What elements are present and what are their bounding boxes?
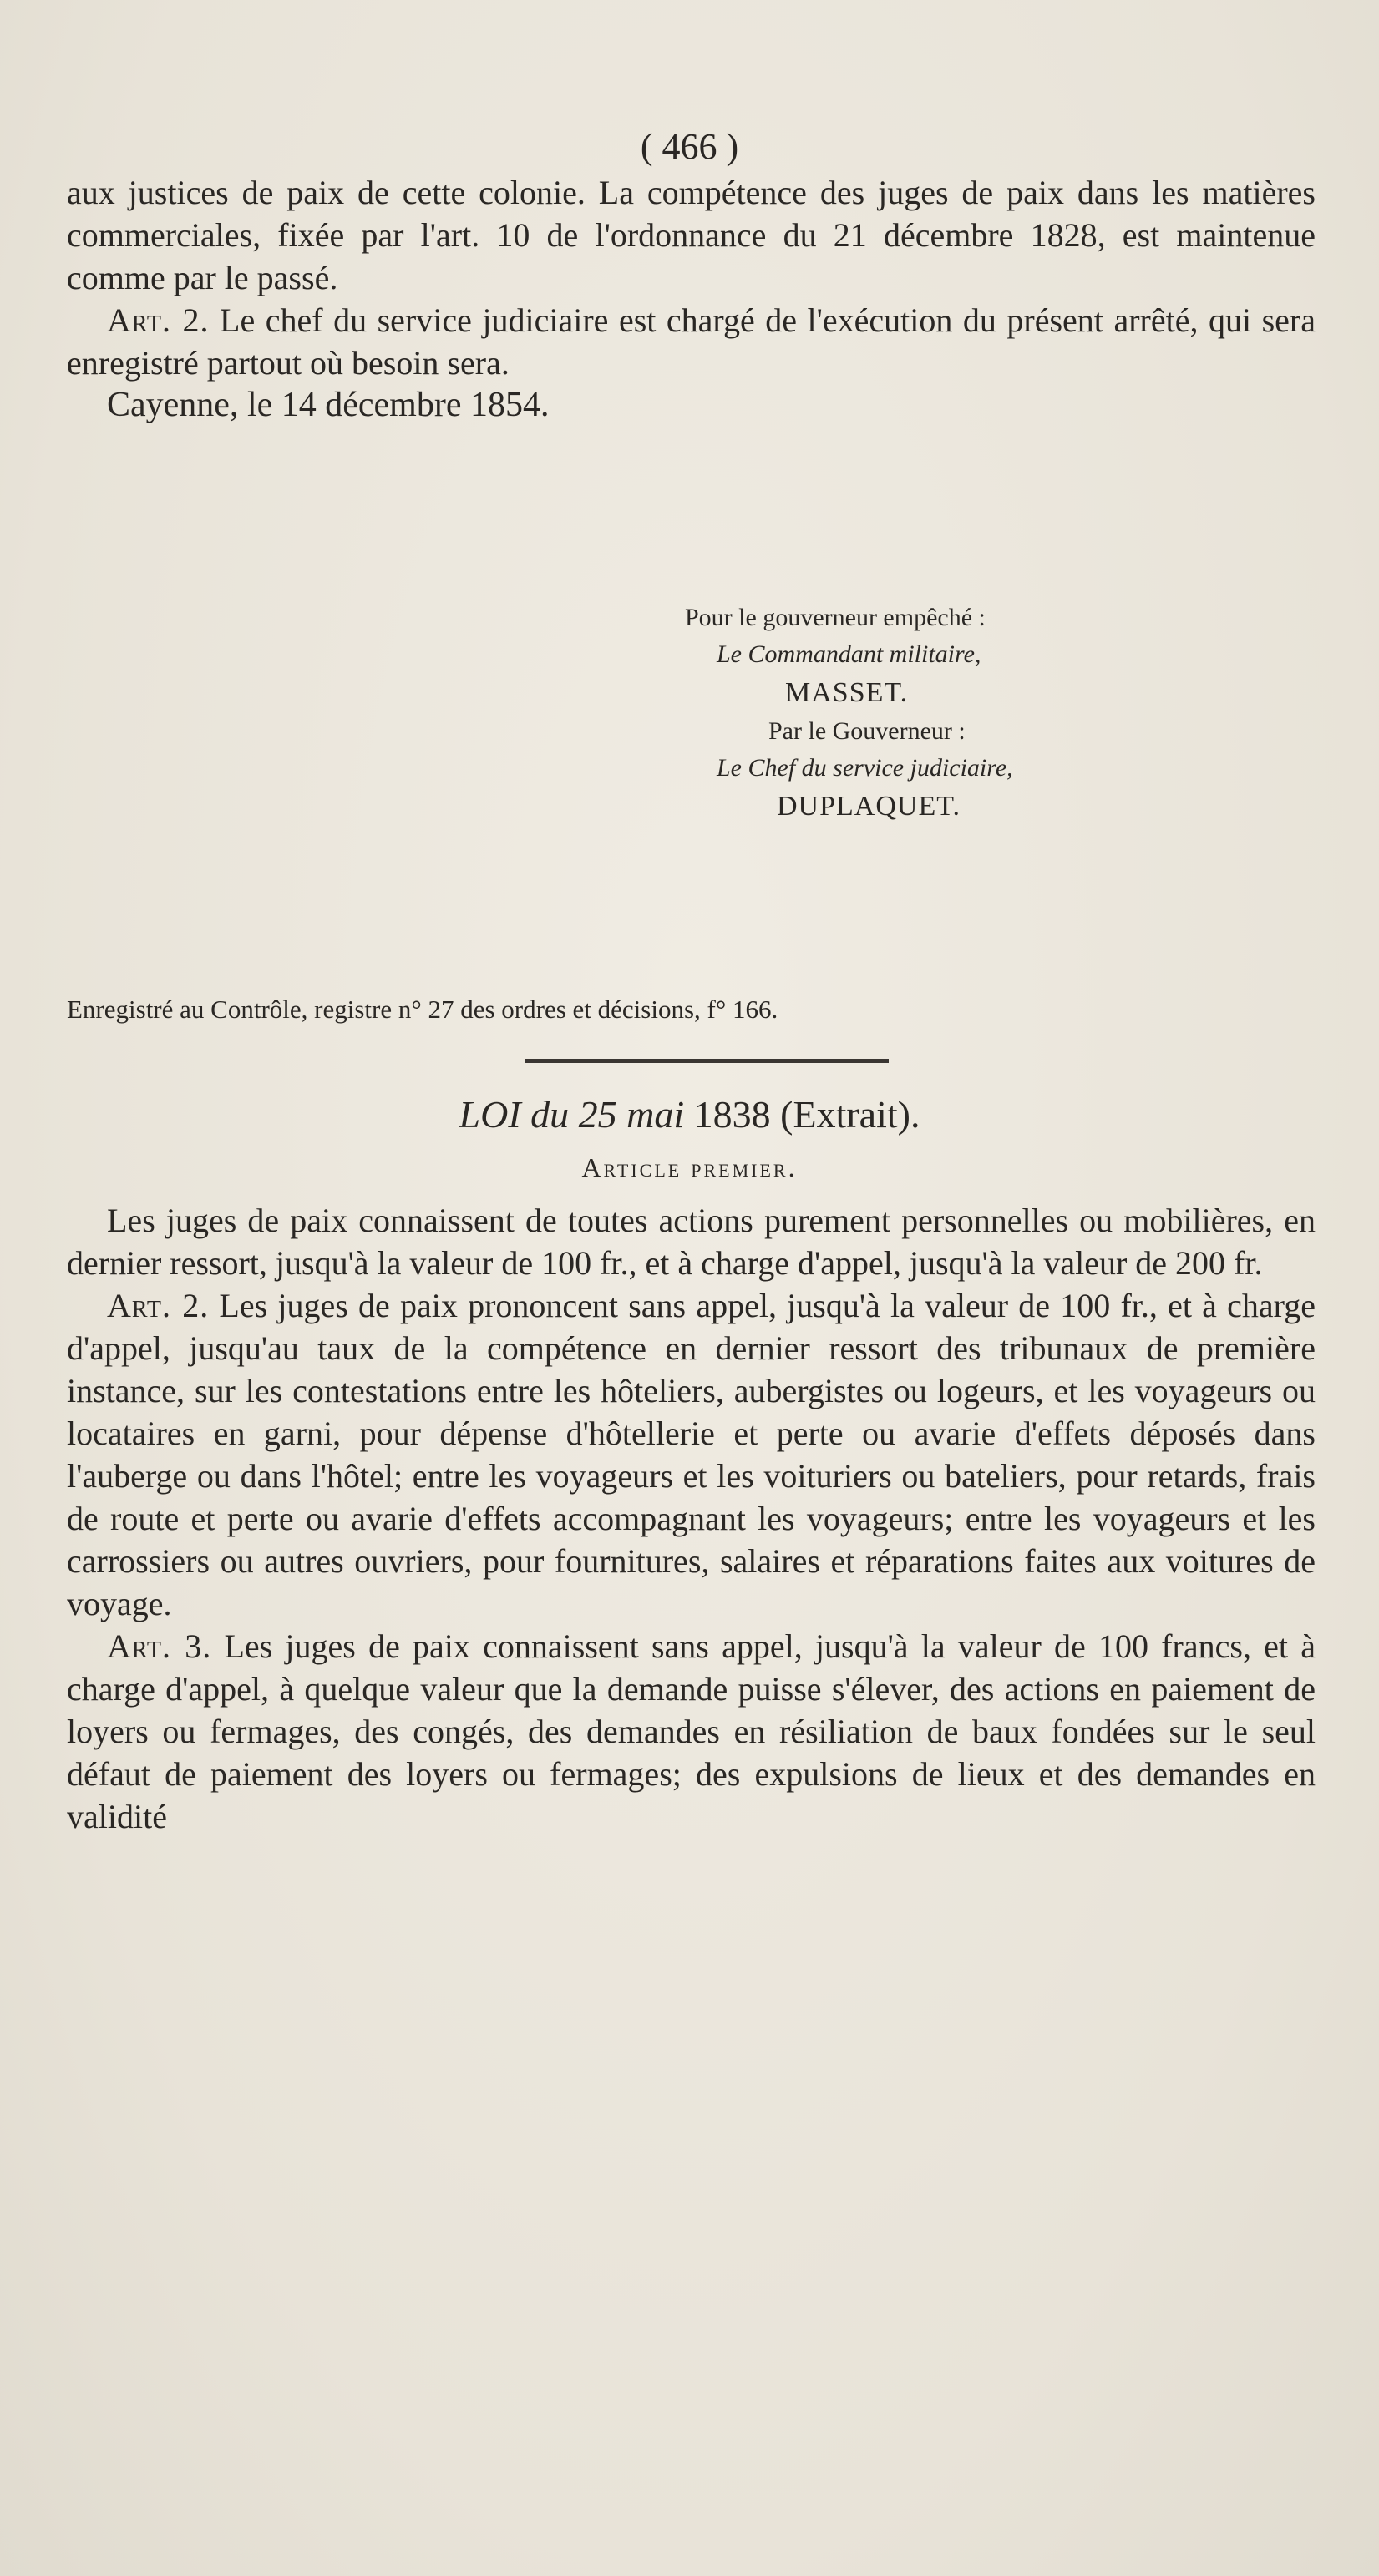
law-title-italic: LOI du 25 mai	[459, 1093, 685, 1136]
article-1-paragraph: Les juges de paix connaissent de toutes actions purement personnelles ou mobilières, en dernier ressort, jusqu'à la valeur de 100 fr., et à charge d'appel, jusqu'à la valeur de 200 fr.	[67, 1202, 1316, 1282]
article-2-label: Art. 2.	[107, 301, 210, 339]
signature-intro-1: Pour le gouverneur empêché :	[685, 604, 986, 631]
law-title-rest: 1838 (Extrait).	[684, 1093, 920, 1136]
law-article-2-label: Art. 2.	[107, 1287, 210, 1324]
date-line: Cayenne, le 14 décembre 1854.	[107, 386, 550, 424]
law-title	[0, 1090, 1379, 1140]
top-section	[67, 171, 1316, 427]
signature-name-1: MASSET.	[785, 677, 909, 708]
law-article-2-paragraph	[67, 1284, 1316, 1625]
law-article-3-paragraph	[67, 1625, 1316, 1838]
article-2-paragraph	[67, 299, 1316, 384]
signature-title-1: Le Commandant militaire,	[717, 640, 981, 668]
signature-block	[685, 600, 1270, 827]
signature-name-2: DUPLAQUET.	[777, 791, 961, 822]
law-article-2-text: Les juges de paix prononcent sans appel, jusqu'à la valeur de 100 fr., et à charge d'appel, jusqu'au taux de la compétence en dernier ressort des tribunaux de première instance, sur les contestations entre les hôteliers, aubergistes ou logeurs, et les voyageurs ou locataires en garni, pour dépense d'hôtellerie et perte ou avarie d'effets déposés dans l'auberge ou dans l'hôtel; entre les voyageurs et les voituriers ou bateliers, pour retards, frais de route et perte ou avarie d'effets accompagnant les voyageurs; entre les voyageurs et les carrossiers ou autres ouvriers, pour fournitures, salaires et réparations faites aux voitures de voyage.	[67, 1287, 1316, 1622]
law-article-3-text: Les juges de paix connaissent sans appel, jusqu'à la valeur de 100 francs, et à charge d'appel, à quelque valeur que la demande puisse s'élever, des actions en paiement de loyers ou fermages, des congés, des demandes en résiliation de baux fondées sur le seul défaut de paiement des loyers ou fermages; des expulsions de lieux et des demandes en validité	[67, 1627, 1316, 1835]
article-premier-heading: Article premier.	[581, 1152, 798, 1182]
registration-note: Enregistré au Contrôle, registre n° 27 des ordres et décisions, f° 166.	[67, 994, 778, 1024]
article-2-text: Le chef du service judiciaire est chargé de l'exécution du présent arrêté, qui sera enregistré partout où besoin sera.	[67, 301, 1316, 382]
page-number: ( 466 )	[640, 126, 739, 167]
section-divider	[525, 1059, 889, 1063]
signature-title-2: Le Chef du service judiciaire,	[717, 754, 1013, 782]
signature-intro-2: Par le Gouverneur :	[768, 717, 966, 745]
continuation-paragraph: aux justices de paix de cette colonie. La compétence des juges de paix dans les matières commerciales, fixée par l'art. 10 de l'ordonnance du 21 décembre 1828, est maintenue comme par le passé.	[67, 174, 1316, 296]
law-article-3-label: Art. 3.	[107, 1627, 212, 1665]
law-body	[67, 1199, 1316, 1838]
